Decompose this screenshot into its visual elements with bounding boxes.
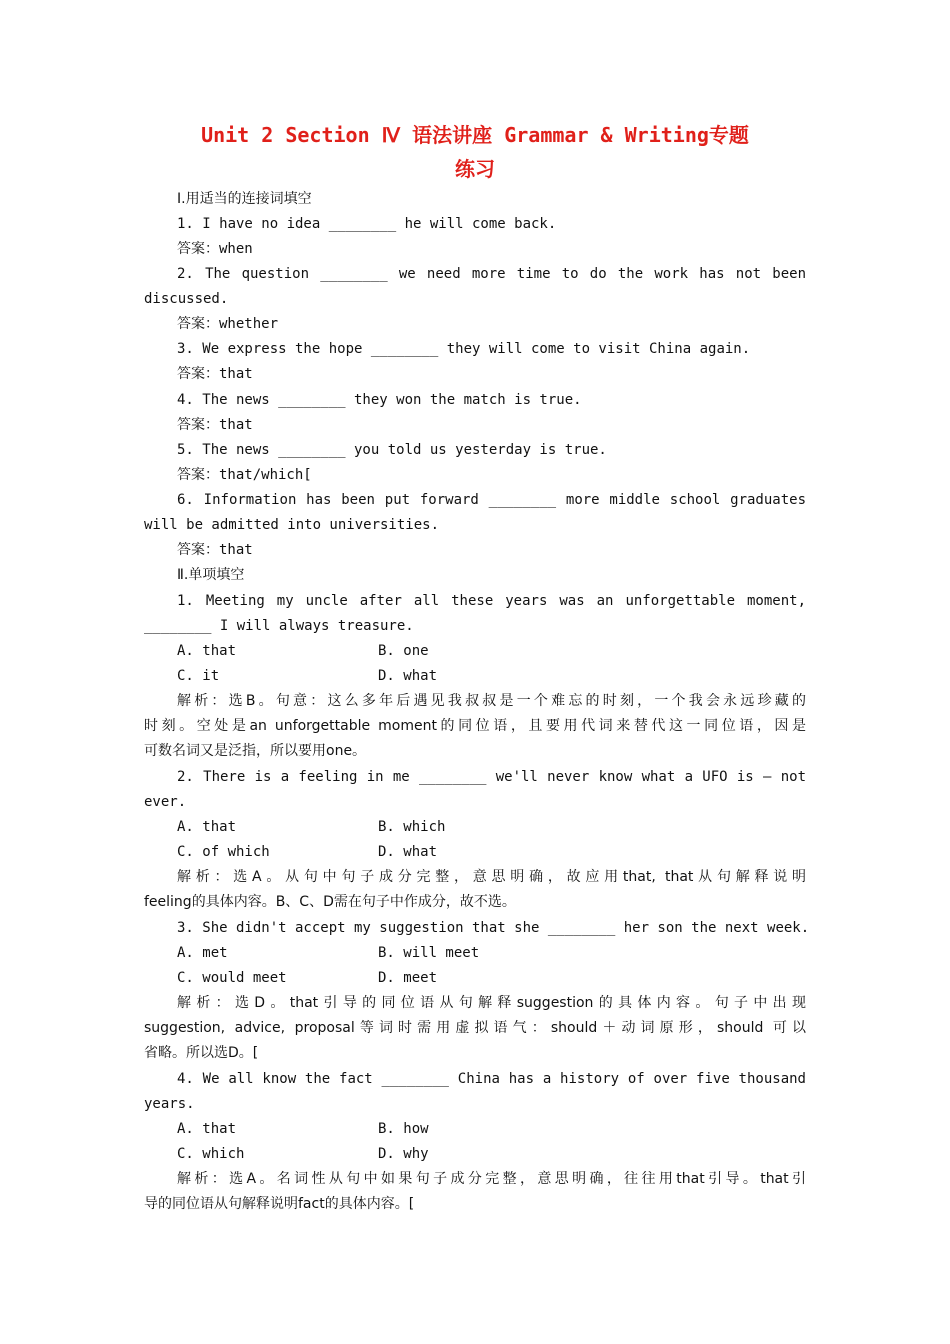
option-a: A. met (177, 945, 228, 961)
question-text: 4. The news ________ they won the match is true. (177, 392, 582, 408)
option-c: C. which (177, 1146, 245, 1162)
explanation-text: feeling的具体内容。B、C、D需在句子中作成分，故不选。 (144, 894, 516, 910)
question-text: 6. Information has been put forward ________ more middle school graduates (177, 492, 806, 508)
page-title: Unit 2 Section Ⅳ 语法讲座 Grammar & Writing专题 (201, 123, 749, 147)
question-text: 3. She didn't accept my suggestion that she ________ her son the next week. (177, 920, 810, 936)
section-heading-2: Ⅱ.单项填空 (177, 567, 245, 583)
answer-text: 答案：whether (177, 316, 279, 332)
explanation-text: suggestion, advice, proposal等词时需用虚拟语气：should＋动词原形，should 可以 (144, 1020, 806, 1036)
option-c: C. of which (177, 844, 270, 860)
answer-text: 答案：that/which[ (177, 467, 312, 483)
explanation-text: 解析：选B。句意：这么多年后遇见我叔叔是一个难忘的时刻，一个我会永远珍藏的 (177, 693, 806, 709)
option-c: C. would meet (177, 970, 287, 986)
question-text: 1. Meeting my uncle after all these years was an unforgettable moment, (177, 593, 806, 609)
question-text: 2. There is a feeling in me ________ we'll never know what a UFO is — not (177, 769, 806, 785)
question-text: 1. I have no idea ________ he will come back. (177, 216, 557, 232)
explanation-text: 解析：选A。从句中句子成分完整，意思明确，故应用that, that从句解释说明 (177, 869, 806, 885)
option-a: A. that (177, 819, 237, 835)
option-c: C. it (177, 668, 220, 684)
option-b: B. which (378, 819, 446, 835)
question-text-continued: ________ I will always treasure. (144, 618, 414, 634)
explanation-text: 时刻。空处是an unforgettable moment的同位语，且要用代词来替代这一同位语，因是 (144, 718, 806, 734)
option-d: D. what (378, 844, 438, 860)
question-text-continued: will be admitted into universities. (144, 517, 440, 533)
question-text-continued: discussed. (144, 291, 229, 307)
explanation-text: 解析：选D。that引导的同位语从句解释suggestion的具体内容。句子中出现 (177, 995, 806, 1011)
answer-text: 答案：that (177, 417, 253, 433)
question-text-continued: ever. (144, 794, 187, 810)
question-text: 5. The news ________ you told us yesterday is true. (177, 442, 607, 458)
explanation-text: 导的同位语从句解释说明fact的具体内容。[ (144, 1196, 415, 1212)
explanation-text: 省略。所以选D。[ (144, 1045, 259, 1061)
option-b: B. one (378, 643, 429, 659)
option-a: A. that (177, 643, 237, 659)
answer-text: 答案：that (177, 366, 253, 382)
answer-text: 答案：when (177, 241, 253, 257)
question-text: 3. We express the hope ________ they will come to visit China again. (177, 341, 751, 357)
option-d: D. meet (378, 970, 438, 986)
section-heading-1: Ⅰ.用适当的连接词填空 (177, 191, 312, 207)
option-b: B. will meet (378, 945, 480, 961)
option-b: B. how (378, 1121, 429, 1137)
explanation-text: 解析：选A。名词性从句中如果句子成分完整，意思明确，往往用that引导。that引 (177, 1171, 806, 1187)
question-text: 2. The question ________ we need more time to do the work has not been (177, 266, 806, 282)
option-d: D. what (378, 668, 438, 684)
explanation-text: 可数名词又是泛指，所以要用one。 (144, 743, 367, 759)
option-d: D. why (378, 1146, 429, 1162)
option-a: A. that (177, 1121, 237, 1137)
answer-text: 答案：that (177, 542, 253, 558)
question-text: 4. We all know the fact ________ China has a history of over five thousand (177, 1071, 806, 1087)
page-title-continued: 练习 (455, 157, 495, 181)
question-text-continued: years. (144, 1096, 195, 1112)
